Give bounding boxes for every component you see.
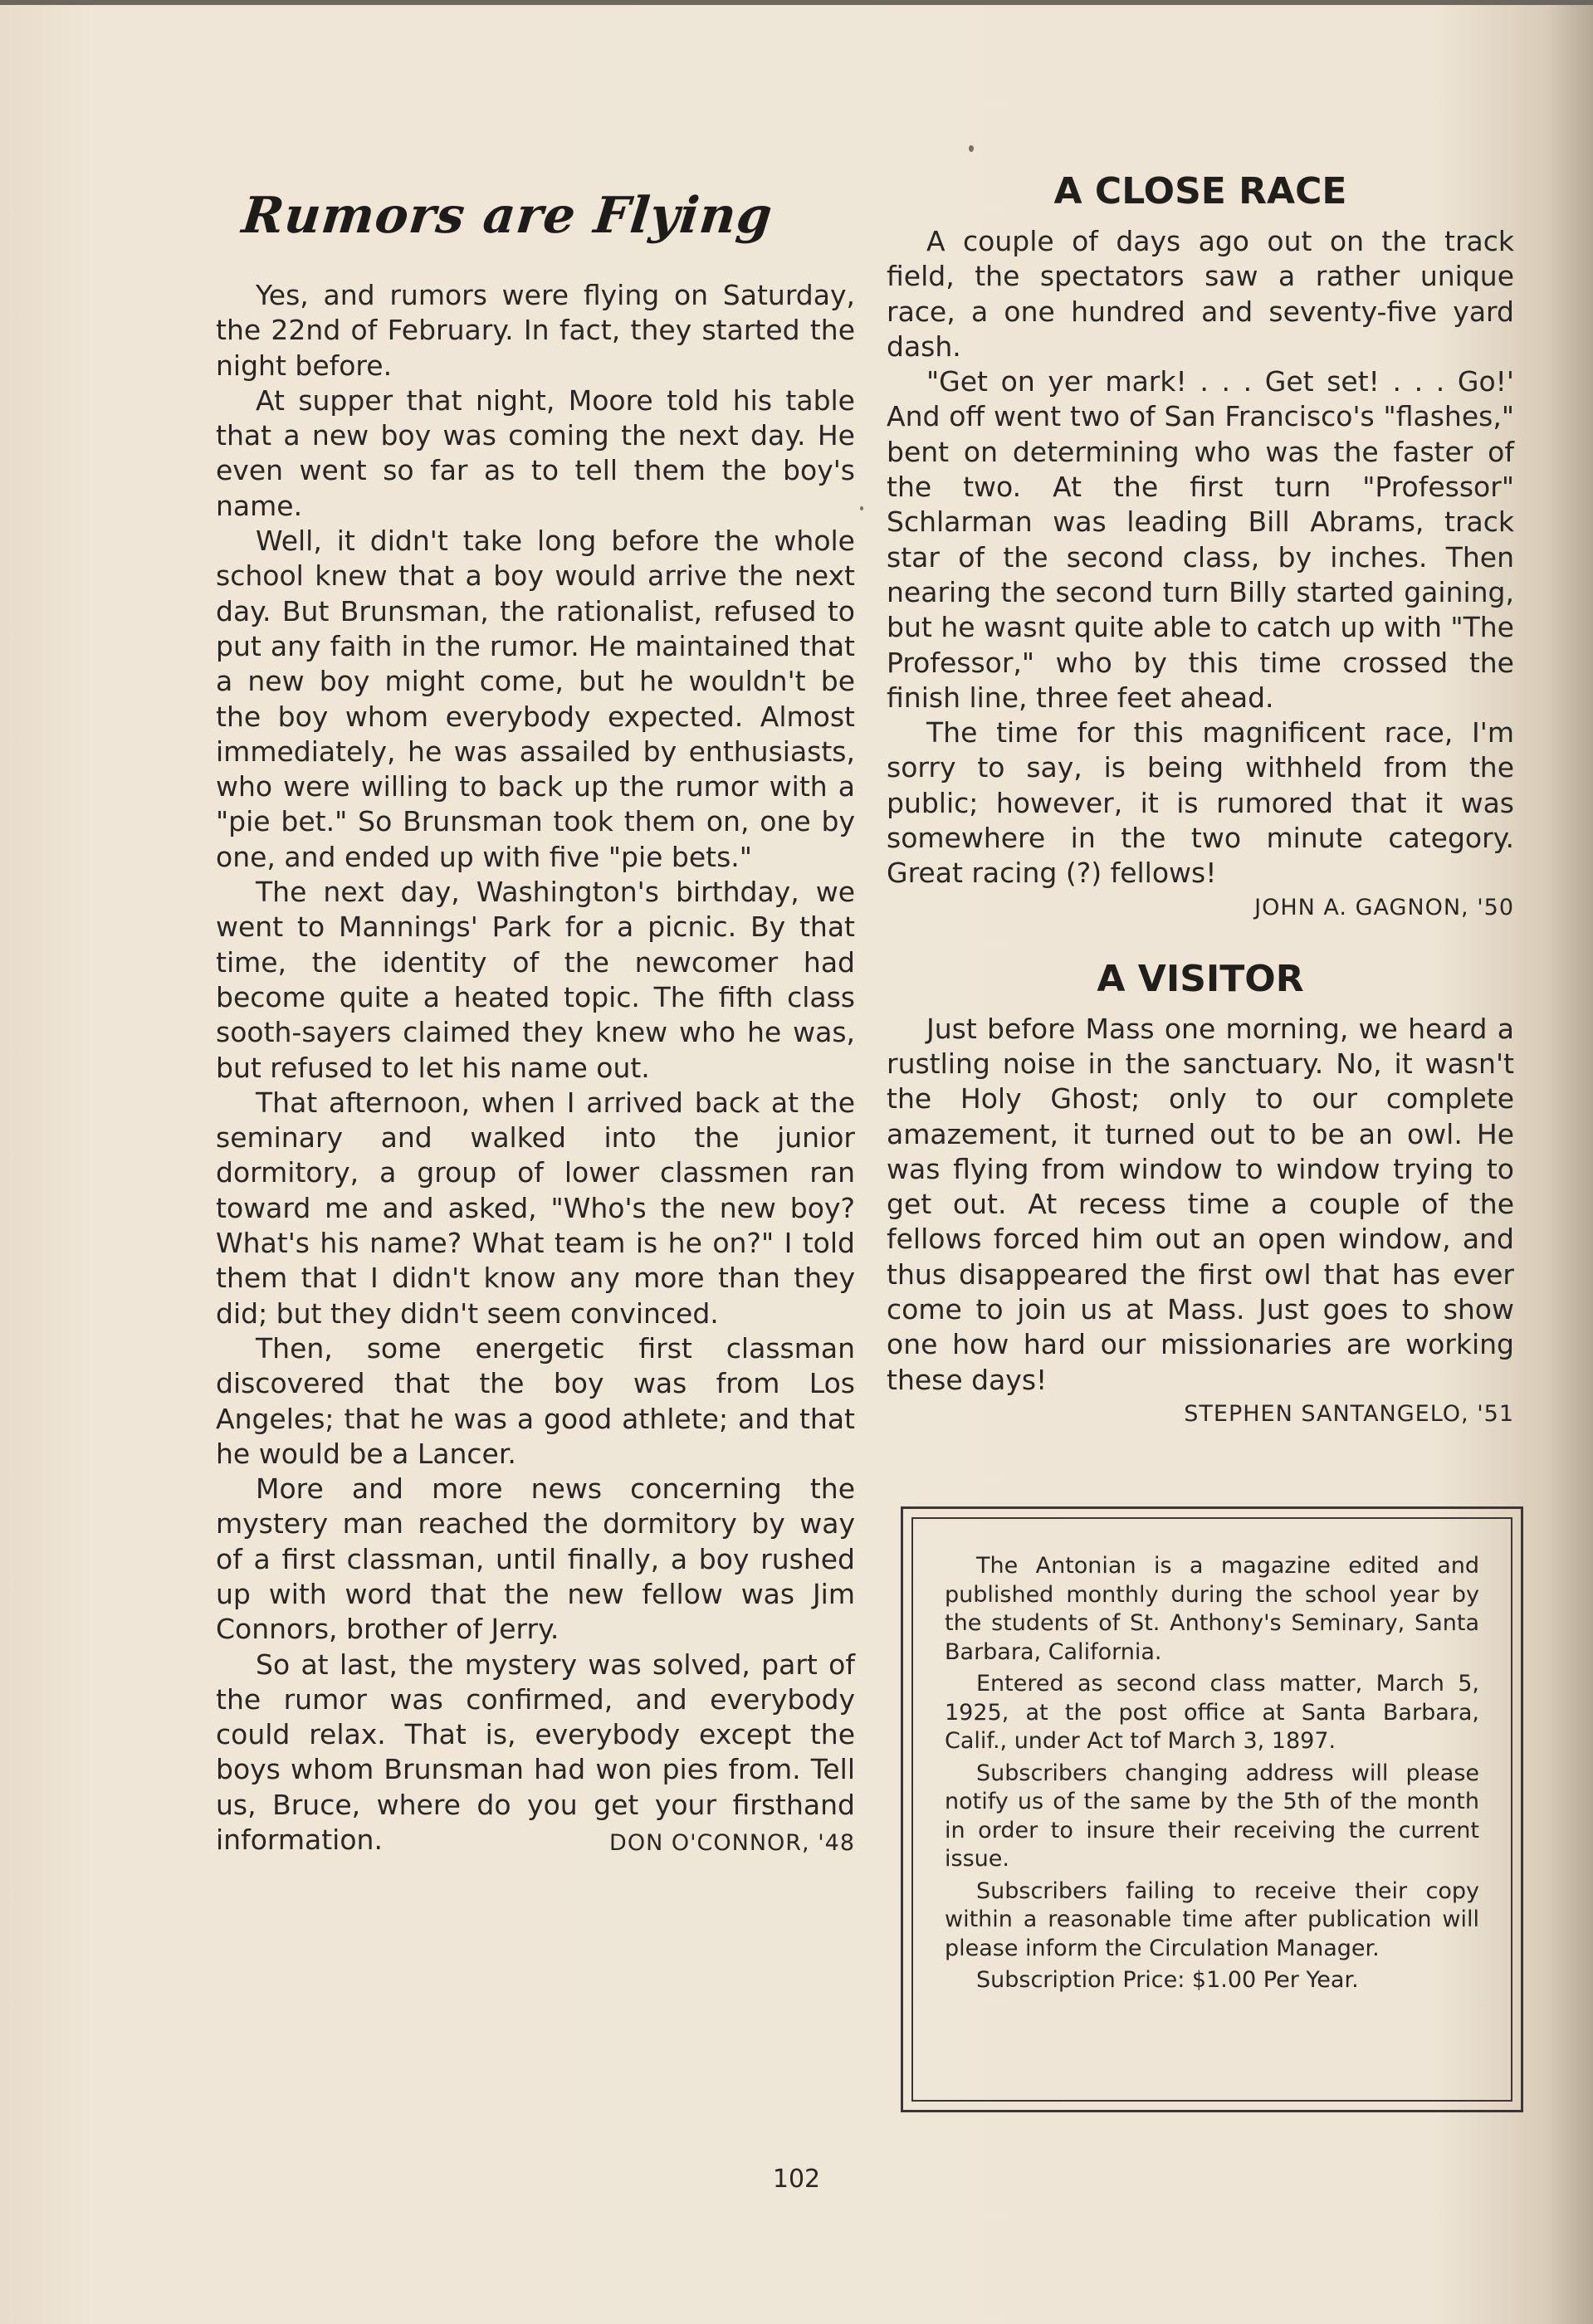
notice-paragraph: Entered as second class matter, March 5, 1925, at the post office at Santa Barbara, Calif., under Act tof March 3, 1897.: [945, 1671, 1479, 1754]
publication-notice-box: [901, 1506, 1523, 2112]
page-number: 102: [772, 2165, 821, 2194]
visitor-heading: A VISITOR: [1097, 957, 1304, 1000]
article-paragraph: Then, some energetic first classman discovered that the boy was from Los Angeles; that he was a good athlete; and that he would be a Lancer.: [216, 1331, 855, 1470]
article-paragraph-text: So at last, the mystery was solved, part of the rumor was confirmed, and everybody could relax. That is, everybody except the boys whom Brunsman had won pies from. Tell us, Bruce, where do you get your firsthand information.: [216, 1648, 855, 1857]
notice-paragraph: Subscribers failing to receive their copy within a reasonable time after publication will please inform the Circulation Manager.: [945, 1877, 1479, 1961]
article-paragraph: Yes, and rumors were flying on Saturday, the 22nd of February. In fact, they started the night before.: [216, 279, 855, 382]
article-paragraph: The time for this magnificent race, I'm sorry to say, is being withheld from the public; however, it is rumored that it was somewhere in the two minute category. Great racing (?) fellows!: [887, 716, 1514, 890]
article-paragraph: Well, it didn't take long before the whole school knew that a boy would arrive the next day. But Brunsman, the rationalist, refused to put any faith in the rumor. He maintained that a new boy might come, but he wouldn't be the boy whom everybody expected. Almost immediately, he was assailed by enthusiasts, who were willing to back up the rumor with a "pie bet." So Brunsman took them on, one by one, and ended up with five "pie bets.": [216, 525, 855, 873]
article-paragraph: At supper that night, Moore told his table that a new boy was coming the next day. He even went so far as to tell them the boy's name.: [216, 383, 855, 522]
rumors-article: [216, 187, 855, 1861]
article-paragraph: The next day, Washington's birthday, we went to Mannings' Park for a picnic. By that time, the identity of the newcomer had become quite a heated topic. The fifth class sooth-sayers claimed they knew who he was, but refused to let his name out.: [216, 876, 855, 1084]
article-paragraph: More and more news concerning the mystery man reached the dormitory by way of a first classman, until finally, a boy rushed up with word that the new fellow was Jim Connors, brother of Jerry.: [216, 1472, 855, 1646]
paper-speck: [860, 506, 863, 510]
article-title: Rumors are Flying: [239, 187, 776, 245]
author-signature: STEPHEN SANTANGELO, '51: [1184, 1400, 1514, 1427]
top-rule: [0, 0, 1593, 5]
article-paragraph: [216, 1648, 855, 1858]
author-signature: JOHN A. GAGNON, '50: [1254, 894, 1514, 920]
article-paragraph: Just before Mass one morning, we heard a rustling noise in the sanctuary. No, it wasn't the Holy Ghost; only to our complete amazement, it turned out to be an owl. He was flying from window to window trying to get out. At recess time a couple of the fellows forced him out an open window, and thus disappeared the first owl that has ever come to join us at Mass. Just goes to show one how hard our missionaries are working these days!: [887, 1012, 1514, 1396]
article-paragraph: A couple of days ago out on the track field, the spectators saw a rather unique race, a one hundred and seventy-five yard dash.: [887, 225, 1514, 363]
right-column: [887, 162, 1514, 1431]
article-paragraph: "Get on yer mark! . . . Get set! . . . Go!' And off went two of San Francisco's "flashes," bent on determining who was the faster of the two. At the first turn "Professor" Schlarman was leading Bill Abrams, track star of the second class, by inches. Then nearing the second turn Billy started gaining, but he wasnt quite able to catch up with "The Professor," who by this time crossed the finish line, three feet ahead.: [887, 365, 1514, 714]
author-signature: DON O'CONNOR, '48: [609, 1830, 855, 1857]
notice-paragraph: The Antonian is a magazine edited and published monthly during the school year by the students of St. Anthony's Seminary, Santa Barbara, California.: [945, 1553, 1479, 1665]
publication-notice-inner: [911, 1517, 1512, 2102]
paper-speck: [969, 145, 974, 152]
notice-paragraph: Subscribers changing address will please notify us of the same by the 5th of the month in order to insure their receiving the current issue.: [945, 1760, 1479, 1872]
notice-paragraph: Subscription Price: $1.00 Per Year.: [976, 1967, 1359, 1993]
article-paragraph: That afternoon, when I arrived back at the seminary and walked into the junior dormitory, a group of lower classmen ran toward me and asked, "Who's the new boy? What's his name? What team is he on?" I told them that I didn't know any more than they did; but they didn't seem convinced.: [216, 1086, 855, 1330]
close-race-heading: A CLOSE RACE: [1053, 170, 1347, 212]
